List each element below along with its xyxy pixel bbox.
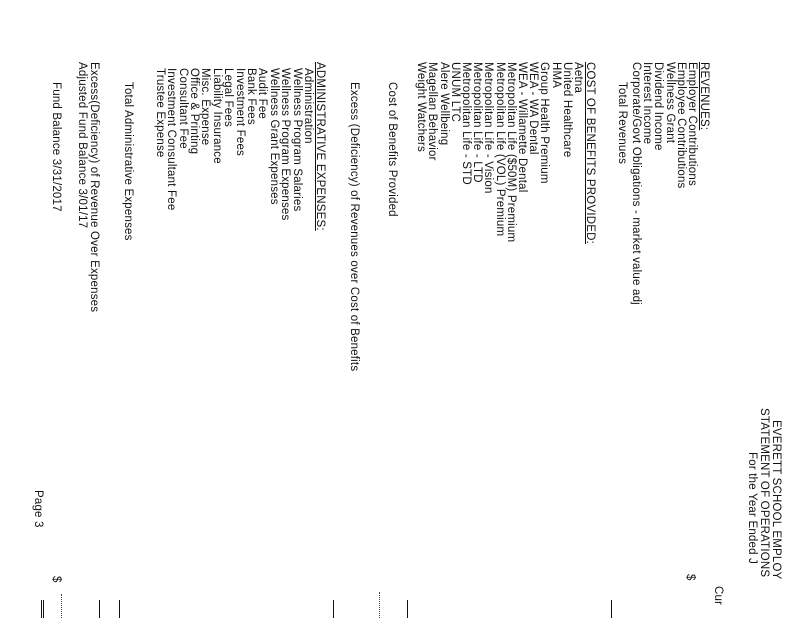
excess-over-benefits-label: Excess (Deficiency) of Revenues over Cost of Benefits [348,82,360,372]
line-item: Audit Fee [256,68,269,120]
line-item: Office & Printing [188,68,200,155]
benefits-heading: COST OF BENEFITS PROVIDED: [584,62,596,244]
line-item: WEA - Willamette Dental [516,62,528,193]
line-item: United Healthcare [560,62,573,158]
line-item: Metropolitan Life - Vision [482,62,495,194]
excess-over-expenses-label: Excess(Deficiency) of Revenue Over Expenses [88,62,100,313]
fund-balance-currency-symbol: $ [50,576,62,583]
period-title: For the Year Ended J [746,452,758,565]
line-item: Employee Contributions [674,62,687,189]
line-item: Employer Contributions [686,62,698,186]
line-item: Metropolitan Life ($50M) Premium [504,62,517,243]
line-item: Metropolitan Life - STD [460,62,472,185]
total-revenues-label: Total Revenues [616,82,628,165]
excess-rule [333,600,334,618]
line-item: Wellness Program Salaries [290,68,303,212]
summary-rule [99,600,100,618]
line-item: Wellness Grant Expenses [267,68,280,205]
line-item: Metropolitan Life (VOL) Premium [493,62,506,237]
line-item: Wellness Program Expenses [279,68,292,221]
cost-of-benefits-label: Cost of Benefits Provided [386,82,398,217]
line-item: Trustee Expense [153,68,166,158]
statement-title: STATEMENT OF OPERATIONS [758,408,770,578]
line-item: Misc. Expense [199,68,212,146]
balance-dotted-rule [61,594,62,618]
revenues-total-rule [611,600,612,618]
line-item: Liability Insurance [210,68,223,164]
line-item: Group Health Premium [538,62,551,184]
line-item: Investment Fees [233,68,246,157]
column-header: Cur [712,586,724,606]
line-item: HMA [549,62,562,89]
line-item: Metropolitan Life - LTD [471,62,484,183]
line-item: Administration [302,68,314,144]
line-item: WEA - WA Dental [527,62,540,155]
line-item: Corporate/Govt Obligations - market value adj [630,62,642,305]
line-item: Alere Wellbeing [437,62,450,146]
admin-total-rule [119,600,120,618]
line-item: Aetna [572,62,584,94]
page-number: Page 3 [32,490,44,528]
line-item: Bank Fees [245,68,257,125]
line-item: Legal Fees [222,68,235,127]
total-admin-label: Total Administrative Expenses [122,82,134,241]
revenues-currency-symbol: $ [684,574,696,581]
adjusted-fund-balance-label: Adjusted Fund Balance 3/01/17 [76,62,88,229]
line-item: UNUM LTC [448,62,461,123]
line-item: Dividend Income [652,62,665,151]
line-item: Investment Consultant Fee [165,68,178,211]
line-item: Interest Income [641,62,654,145]
line-item: Magellan Behavior [426,62,439,161]
line-item: Weight Watchers [415,62,428,152]
admin-heading: ADMINISTRATIVE EXPENSES: [314,62,326,231]
fund-balance-label: Fund Balance 3/31/2017 [50,82,62,212]
line-item: Wellness Grant [663,62,676,144]
line-item: Consultant Fee [176,68,189,149]
org-title: EVERETT SCHOOL EMPLOY [770,420,782,580]
benefits-total-rule [407,600,408,618]
benefits-subtotal-rule [379,592,380,618]
fund-balance-double-rule [41,600,44,618]
revenues-heading: REVENUES: [698,62,710,131]
